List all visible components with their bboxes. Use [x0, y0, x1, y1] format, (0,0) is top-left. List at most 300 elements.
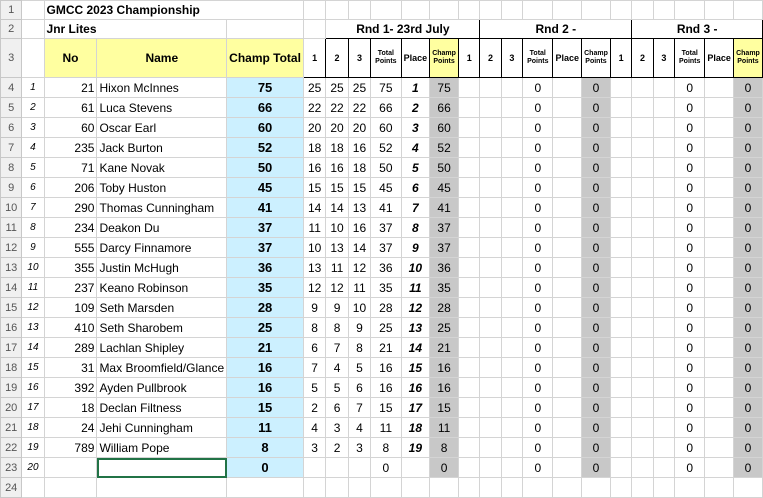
cell[interactable]	[480, 238, 501, 258]
heat-3-score[interactable]: 6	[348, 378, 370, 398]
round-2-total-points[interactable]: 0	[523, 318, 553, 338]
round-1-champ-points[interactable]: 11	[430, 418, 459, 438]
cell[interactable]	[610, 118, 631, 138]
round-3-champ-points[interactable]: 0	[733, 78, 762, 98]
cell[interactable]	[22, 478, 44, 498]
cell[interactable]	[501, 218, 522, 238]
cell[interactable]	[553, 178, 582, 198]
cell[interactable]	[326, 1, 348, 20]
round-1-champ-points[interactable]: 75	[430, 78, 459, 98]
round-2-champ-points[interactable]: 0	[582, 278, 611, 298]
rider-name[interactable]: Keano Robinson	[97, 278, 227, 298]
rider-name[interactable]: Justin McHugh	[97, 258, 227, 278]
cell[interactable]	[501, 138, 522, 158]
cell[interactable]	[326, 478, 348, 498]
round-1-total-points[interactable]: 45	[371, 178, 401, 198]
cell[interactable]	[480, 358, 501, 378]
round-1-total-points[interactable]: 11	[371, 418, 401, 438]
cell[interactable]	[632, 238, 653, 258]
cell[interactable]	[582, 478, 611, 498]
cell[interactable]	[705, 198, 734, 218]
cell[interactable]	[480, 378, 501, 398]
cell[interactable]	[553, 258, 582, 278]
round-3-champ-points[interactable]: 0	[733, 258, 762, 278]
round-1-total-points[interactable]: 15	[371, 398, 401, 418]
row-header[interactable]: 22	[1, 438, 22, 458]
cell[interactable]	[653, 198, 674, 218]
cell[interactable]	[459, 238, 480, 258]
row-header[interactable]: 16	[1, 318, 22, 338]
cell[interactable]	[459, 438, 480, 458]
cell[interactable]	[632, 398, 653, 418]
round-3-champ-points[interactable]: 0	[733, 138, 762, 158]
round-1-champ-points[interactable]: 52	[430, 138, 459, 158]
cell[interactable]	[653, 478, 674, 498]
cell[interactable]	[653, 78, 674, 98]
cell[interactable]	[553, 398, 582, 418]
cell[interactable]	[653, 138, 674, 158]
row-header[interactable]: 20	[1, 398, 22, 418]
cell[interactable]	[705, 318, 734, 338]
header-total-points[interactable]: Total Points	[675, 39, 705, 78]
rider-index[interactable]: 1	[22, 78, 44, 98]
round-1-champ-points[interactable]: 66	[430, 98, 459, 118]
round-1-place[interactable]: 11	[401, 278, 430, 298]
row-header[interactable]: 18	[1, 358, 22, 378]
cell[interactable]	[22, 1, 44, 20]
round-2-champ-points[interactable]: 0	[582, 338, 611, 358]
cell[interactable]	[501, 298, 522, 318]
header-heat-2[interactable]: 2	[480, 39, 501, 78]
round-3-champ-points[interactable]: 0	[733, 318, 762, 338]
round-1-place[interactable]: 12	[401, 298, 430, 318]
round-3-total-points[interactable]: 0	[675, 198, 705, 218]
heat-1-score[interactable]: 6	[303, 338, 325, 358]
cell[interactable]	[632, 1, 653, 20]
header-heat-1[interactable]: 1	[303, 39, 325, 78]
round-2-champ-points[interactable]: 0	[582, 258, 611, 278]
round-2-total-points[interactable]: 0	[523, 158, 553, 178]
header-place[interactable]: Place	[401, 39, 430, 78]
round-3-total-points[interactable]: 0	[675, 358, 705, 378]
cell[interactable]	[653, 278, 674, 298]
round-3-champ-points[interactable]: 0	[733, 278, 762, 298]
champ-total[interactable]: 52	[227, 138, 304, 158]
cell[interactable]	[501, 398, 522, 418]
round-2-champ-points[interactable]: 0	[582, 318, 611, 338]
cell[interactable]	[705, 418, 734, 438]
heat-2-score[interactable]: 18	[326, 138, 348, 158]
heat-3-score[interactable]: 11	[348, 278, 370, 298]
heat-1-score[interactable]: 8	[303, 318, 325, 338]
round-1-champ-points[interactable]: 16	[430, 378, 459, 398]
heat-2-score[interactable]: 8	[326, 318, 348, 338]
round-1-total-points[interactable]: 35	[371, 278, 401, 298]
round-3-total-points[interactable]: 0	[675, 138, 705, 158]
cell[interactable]	[553, 378, 582, 398]
cell[interactable]	[44, 478, 97, 498]
champ-total[interactable]: 35	[227, 278, 304, 298]
cell[interactable]	[553, 138, 582, 158]
rider-number[interactable]	[44, 458, 97, 478]
heat-2-score[interactable]: 14	[326, 198, 348, 218]
round-3-total-points[interactable]: 0	[675, 158, 705, 178]
cell[interactable]	[459, 198, 480, 218]
cell[interactable]	[480, 1, 501, 20]
round-1-total-points[interactable]: 28	[371, 298, 401, 318]
rider-index[interactable]: 8	[22, 218, 44, 238]
cell[interactable]	[610, 438, 631, 458]
rider-name[interactable]	[97, 458, 227, 478]
heat-3-score[interactable]: 13	[348, 198, 370, 218]
round-3-champ-points[interactable]: 0	[733, 118, 762, 138]
champ-total[interactable]: 60	[227, 118, 304, 138]
cell[interactable]	[553, 418, 582, 438]
heat-1-score[interactable]: 18	[303, 138, 325, 158]
cell[interactable]	[553, 458, 582, 478]
cell[interactable]	[501, 98, 522, 118]
row-header[interactable]: 4	[1, 78, 22, 98]
cell[interactable]	[459, 378, 480, 398]
cell[interactable]	[348, 1, 370, 20]
cell[interactable]	[480, 158, 501, 178]
cell[interactable]	[459, 138, 480, 158]
heat-1-score[interactable]: 22	[303, 98, 325, 118]
cell[interactable]	[610, 238, 631, 258]
champ-total[interactable]: 45	[227, 178, 304, 198]
round-2-champ-points[interactable]: 0	[582, 138, 611, 158]
cell[interactable]	[480, 98, 501, 118]
row-header[interactable]: 21	[1, 418, 22, 438]
heat-3-score[interactable]: 8	[348, 338, 370, 358]
round-3-total-points[interactable]: 0	[675, 398, 705, 418]
cell[interactable]	[459, 118, 480, 138]
cell[interactable]	[227, 20, 304, 39]
round-3-champ-points[interactable]: 0	[733, 238, 762, 258]
champ-total[interactable]: 25	[227, 318, 304, 338]
sheet-subtitle[interactable]: Jnr Lites	[44, 20, 227, 39]
cell[interactable]	[632, 358, 653, 378]
cell[interactable]	[553, 238, 582, 258]
rider-number[interactable]: 234	[44, 218, 97, 238]
champ-total[interactable]: 16	[227, 358, 304, 378]
rider-number[interactable]: 21	[44, 78, 97, 98]
cell[interactable]	[553, 78, 582, 98]
heat-2-score[interactable]: 25	[326, 78, 348, 98]
heat-2-score[interactable]: 11	[326, 258, 348, 278]
round-2-total-points[interactable]: 0	[523, 298, 553, 318]
round-1-place[interactable]: 6	[401, 178, 430, 198]
cell[interactable]	[22, 20, 44, 39]
cell[interactable]	[610, 278, 631, 298]
round-1-place[interactable]: 10	[401, 258, 430, 278]
round-3-header[interactable]: Rnd 3 -	[632, 20, 763, 39]
cell[interactable]	[480, 338, 501, 358]
round-2-header[interactable]: Rnd 2 -	[480, 20, 632, 39]
cell[interactable]	[653, 258, 674, 278]
cell[interactable]	[632, 78, 653, 98]
cell[interactable]	[705, 378, 734, 398]
round-3-total-points[interactable]: 0	[675, 438, 705, 458]
round-1-place[interactable]: 9	[401, 238, 430, 258]
round-2-champ-points[interactable]: 0	[582, 458, 611, 478]
round-3-total-points[interactable]: 0	[675, 118, 705, 138]
header-champ-points[interactable]: Champ Points	[430, 39, 459, 78]
rider-name[interactable]: Luca Stevens	[97, 98, 227, 118]
rider-name[interactable]: Declan Filtness	[97, 398, 227, 418]
row-header[interactable]: 19	[1, 378, 22, 398]
round-1-total-points[interactable]: 37	[371, 238, 401, 258]
round-1-place[interactable]: 7	[401, 198, 430, 218]
cell[interactable]	[705, 358, 734, 378]
champ-total[interactable]: 28	[227, 298, 304, 318]
heat-1-score[interactable]: 20	[303, 118, 325, 138]
cell[interactable]	[553, 118, 582, 138]
rider-name[interactable]: Hixon McInnes	[97, 78, 227, 98]
cell[interactable]	[459, 218, 480, 238]
round-1-place[interactable]: 15	[401, 358, 430, 378]
cell[interactable]	[610, 298, 631, 318]
cell[interactable]	[653, 418, 674, 438]
round-2-total-points[interactable]: 0	[523, 378, 553, 398]
round-2-champ-points[interactable]: 0	[582, 438, 611, 458]
cell[interactable]	[705, 298, 734, 318]
rider-name[interactable]: William Pope	[97, 438, 227, 458]
round-1-place[interactable]: 3	[401, 118, 430, 138]
cell[interactable]	[610, 398, 631, 418]
round-1-place[interactable]: 19	[401, 438, 430, 458]
header-place[interactable]: Place	[553, 39, 582, 78]
cell[interactable]	[553, 98, 582, 118]
heat-1-score[interactable]: 10	[303, 238, 325, 258]
round-1-total-points[interactable]: 37	[371, 218, 401, 238]
header-champ-points[interactable]: Champ Points	[733, 39, 762, 78]
heat-3-score[interactable]	[348, 458, 370, 478]
cell[interactable]	[705, 398, 734, 418]
round-1-place[interactable]: 2	[401, 98, 430, 118]
header-heat-3[interactable]: 3	[348, 39, 370, 78]
round-3-total-points[interactable]: 0	[675, 298, 705, 318]
cell[interactable]	[610, 378, 631, 398]
cell[interactable]	[610, 178, 631, 198]
cell[interactable]	[553, 358, 582, 378]
round-3-total-points[interactable]: 0	[675, 258, 705, 278]
cell[interactable]	[459, 78, 480, 98]
heat-2-score[interactable]: 3	[326, 418, 348, 438]
round-3-total-points[interactable]: 0	[675, 218, 705, 238]
heat-2-score[interactable]: 20	[326, 118, 348, 138]
round-1-champ-points[interactable]: 45	[430, 178, 459, 198]
cell[interactable]	[610, 78, 631, 98]
row-header[interactable]: 1	[1, 1, 22, 20]
cell[interactable]	[632, 198, 653, 218]
round-1-total-points[interactable]: 41	[371, 198, 401, 218]
cell[interactable]	[653, 218, 674, 238]
round-1-total-points[interactable]: 36	[371, 258, 401, 278]
heat-1-score[interactable]: 11	[303, 218, 325, 238]
heat-1-score[interactable]: 9	[303, 298, 325, 318]
cell[interactable]	[523, 478, 553, 498]
round-1-champ-points[interactable]: 37	[430, 218, 459, 238]
round-3-champ-points[interactable]: 0	[733, 218, 762, 238]
heat-3-score[interactable]: 4	[348, 418, 370, 438]
round-3-champ-points[interactable]: 0	[733, 398, 762, 418]
round-1-champ-points[interactable]: 25	[430, 318, 459, 338]
round-3-total-points[interactable]: 0	[675, 418, 705, 438]
round-1-champ-points[interactable]: 50	[430, 158, 459, 178]
cell[interactable]	[459, 318, 480, 338]
rider-index[interactable]: 20	[22, 458, 44, 478]
cell[interactable]	[459, 358, 480, 378]
rider-number[interactable]: 789	[44, 438, 97, 458]
heat-3-score[interactable]: 9	[348, 318, 370, 338]
cell[interactable]	[480, 138, 501, 158]
cell[interactable]	[632, 98, 653, 118]
cell[interactable]	[303, 1, 325, 20]
row-header[interactable]: 14	[1, 278, 22, 298]
round-3-champ-points[interactable]: 0	[733, 158, 762, 178]
header-champ-total[interactable]: Champ Total	[227, 39, 304, 78]
row-header[interactable]: 8	[1, 158, 22, 178]
rider-number[interactable]: 392	[44, 378, 97, 398]
heat-3-score[interactable]: 15	[348, 178, 370, 198]
rider-index[interactable]: 16	[22, 378, 44, 398]
row-header[interactable]: 15	[1, 298, 22, 318]
rider-name[interactable]: Oscar Earl	[97, 118, 227, 138]
cell[interactable]	[632, 158, 653, 178]
round-2-champ-points[interactable]: 0	[582, 398, 611, 418]
round-1-champ-points[interactable]: 36	[430, 258, 459, 278]
heat-3-score[interactable]: 3	[348, 438, 370, 458]
champ-total[interactable]: 41	[227, 198, 304, 218]
heat-2-score[interactable]: 16	[326, 158, 348, 178]
round-1-champ-points[interactable]: 60	[430, 118, 459, 138]
round-2-champ-points[interactable]: 0	[582, 218, 611, 238]
cell[interactable]	[705, 438, 734, 458]
cell[interactable]	[610, 138, 631, 158]
heat-2-score[interactable]: 9	[326, 298, 348, 318]
round-1-total-points[interactable]: 8	[371, 438, 401, 458]
header-no[interactable]: No	[44, 39, 97, 78]
round-1-total-points[interactable]: 75	[371, 78, 401, 98]
round-2-total-points[interactable]: 0	[523, 118, 553, 138]
cell[interactable]	[501, 1, 522, 20]
cell[interactable]	[632, 218, 653, 238]
rider-name[interactable]: Jack Burton	[97, 138, 227, 158]
rider-name[interactable]: Kane Novak	[97, 158, 227, 178]
cell[interactable]	[459, 178, 480, 198]
cell[interactable]	[610, 338, 631, 358]
row-header[interactable]: 6	[1, 118, 22, 138]
cell[interactable]	[653, 338, 674, 358]
header-champ-points[interactable]: Champ Points	[582, 39, 611, 78]
cell[interactable]	[459, 258, 480, 278]
round-3-champ-points[interactable]: 0	[733, 338, 762, 358]
heat-3-score[interactable]: 5	[348, 358, 370, 378]
rider-number[interactable]: 109	[44, 298, 97, 318]
cell[interactable]	[705, 458, 734, 478]
round-1-champ-points[interactable]: 15	[430, 398, 459, 418]
round-3-champ-points[interactable]: 0	[733, 438, 762, 458]
rider-index[interactable]: 19	[22, 438, 44, 458]
round-1-total-points[interactable]: 16	[371, 358, 401, 378]
cell[interactable]	[632, 178, 653, 198]
heat-2-score[interactable]: 10	[326, 218, 348, 238]
cell[interactable]	[733, 478, 762, 498]
heat-1-score[interactable]: 2	[303, 398, 325, 418]
champ-total[interactable]: 37	[227, 218, 304, 238]
rider-name[interactable]: Jehi Cunningham	[97, 418, 227, 438]
cell[interactable]	[459, 158, 480, 178]
cell[interactable]	[632, 318, 653, 338]
round-3-total-points[interactable]: 0	[675, 378, 705, 398]
champ-total[interactable]: 11	[227, 418, 304, 438]
cell[interactable]	[553, 218, 582, 238]
row-header[interactable]: 5	[1, 98, 22, 118]
heat-2-score[interactable]: 4	[326, 358, 348, 378]
heat-1-score[interactable]: 13	[303, 258, 325, 278]
rider-index[interactable]: 15	[22, 358, 44, 378]
rider-name[interactable]: Thomas Cunningham	[97, 198, 227, 218]
cell[interactable]	[653, 1, 674, 20]
rider-number[interactable]: 289	[44, 338, 97, 358]
cell[interactable]	[459, 278, 480, 298]
round-1-total-points[interactable]: 60	[371, 118, 401, 138]
cell[interactable]	[705, 278, 734, 298]
round-2-champ-points[interactable]: 0	[582, 418, 611, 438]
round-1-total-points[interactable]: 16	[371, 378, 401, 398]
heat-2-score[interactable]	[326, 458, 348, 478]
round-3-total-points[interactable]: 0	[675, 338, 705, 358]
round-2-total-points[interactable]: 0	[523, 358, 553, 378]
sheet-title[interactable]: GMCC 2023 Championship	[44, 1, 303, 20]
cell[interactable]	[480, 198, 501, 218]
round-3-champ-points[interactable]: 0	[733, 178, 762, 198]
cell[interactable]	[553, 338, 582, 358]
rider-index[interactable]: 18	[22, 418, 44, 438]
round-2-champ-points[interactable]: 0	[582, 118, 611, 138]
round-2-total-points[interactable]: 0	[523, 398, 553, 418]
cell[interactable]	[610, 198, 631, 218]
round-2-total-points[interactable]: 0	[523, 278, 553, 298]
rider-number[interactable]: 355	[44, 258, 97, 278]
champ-total[interactable]: 21	[227, 338, 304, 358]
champ-total[interactable]: 75	[227, 78, 304, 98]
cell[interactable]	[501, 358, 522, 378]
round-3-champ-points[interactable]: 0	[733, 198, 762, 218]
round-3-champ-points[interactable]: 0	[733, 298, 762, 318]
round-1-champ-points[interactable]: 35	[430, 278, 459, 298]
round-2-total-points[interactable]: 0	[523, 238, 553, 258]
cell[interactable]	[480, 278, 501, 298]
rider-index[interactable]: 13	[22, 318, 44, 338]
rider-index[interactable]: 17	[22, 398, 44, 418]
round-2-total-points[interactable]: 0	[523, 78, 553, 98]
round-2-total-points[interactable]: 0	[523, 178, 553, 198]
heat-3-score[interactable]: 14	[348, 238, 370, 258]
round-3-total-points[interactable]: 0	[675, 318, 705, 338]
cell[interactable]	[480, 418, 501, 438]
cell[interactable]	[632, 458, 653, 478]
round-2-champ-points[interactable]: 0	[582, 78, 611, 98]
heat-3-score[interactable]: 7	[348, 398, 370, 418]
round-2-champ-points[interactable]: 0	[582, 178, 611, 198]
row-header[interactable]: 9	[1, 178, 22, 198]
cell[interactable]	[459, 398, 480, 418]
heat-2-score[interactable]: 7	[326, 338, 348, 358]
round-1-place[interactable]: 13	[401, 318, 430, 338]
heat-3-score[interactable]: 12	[348, 258, 370, 278]
